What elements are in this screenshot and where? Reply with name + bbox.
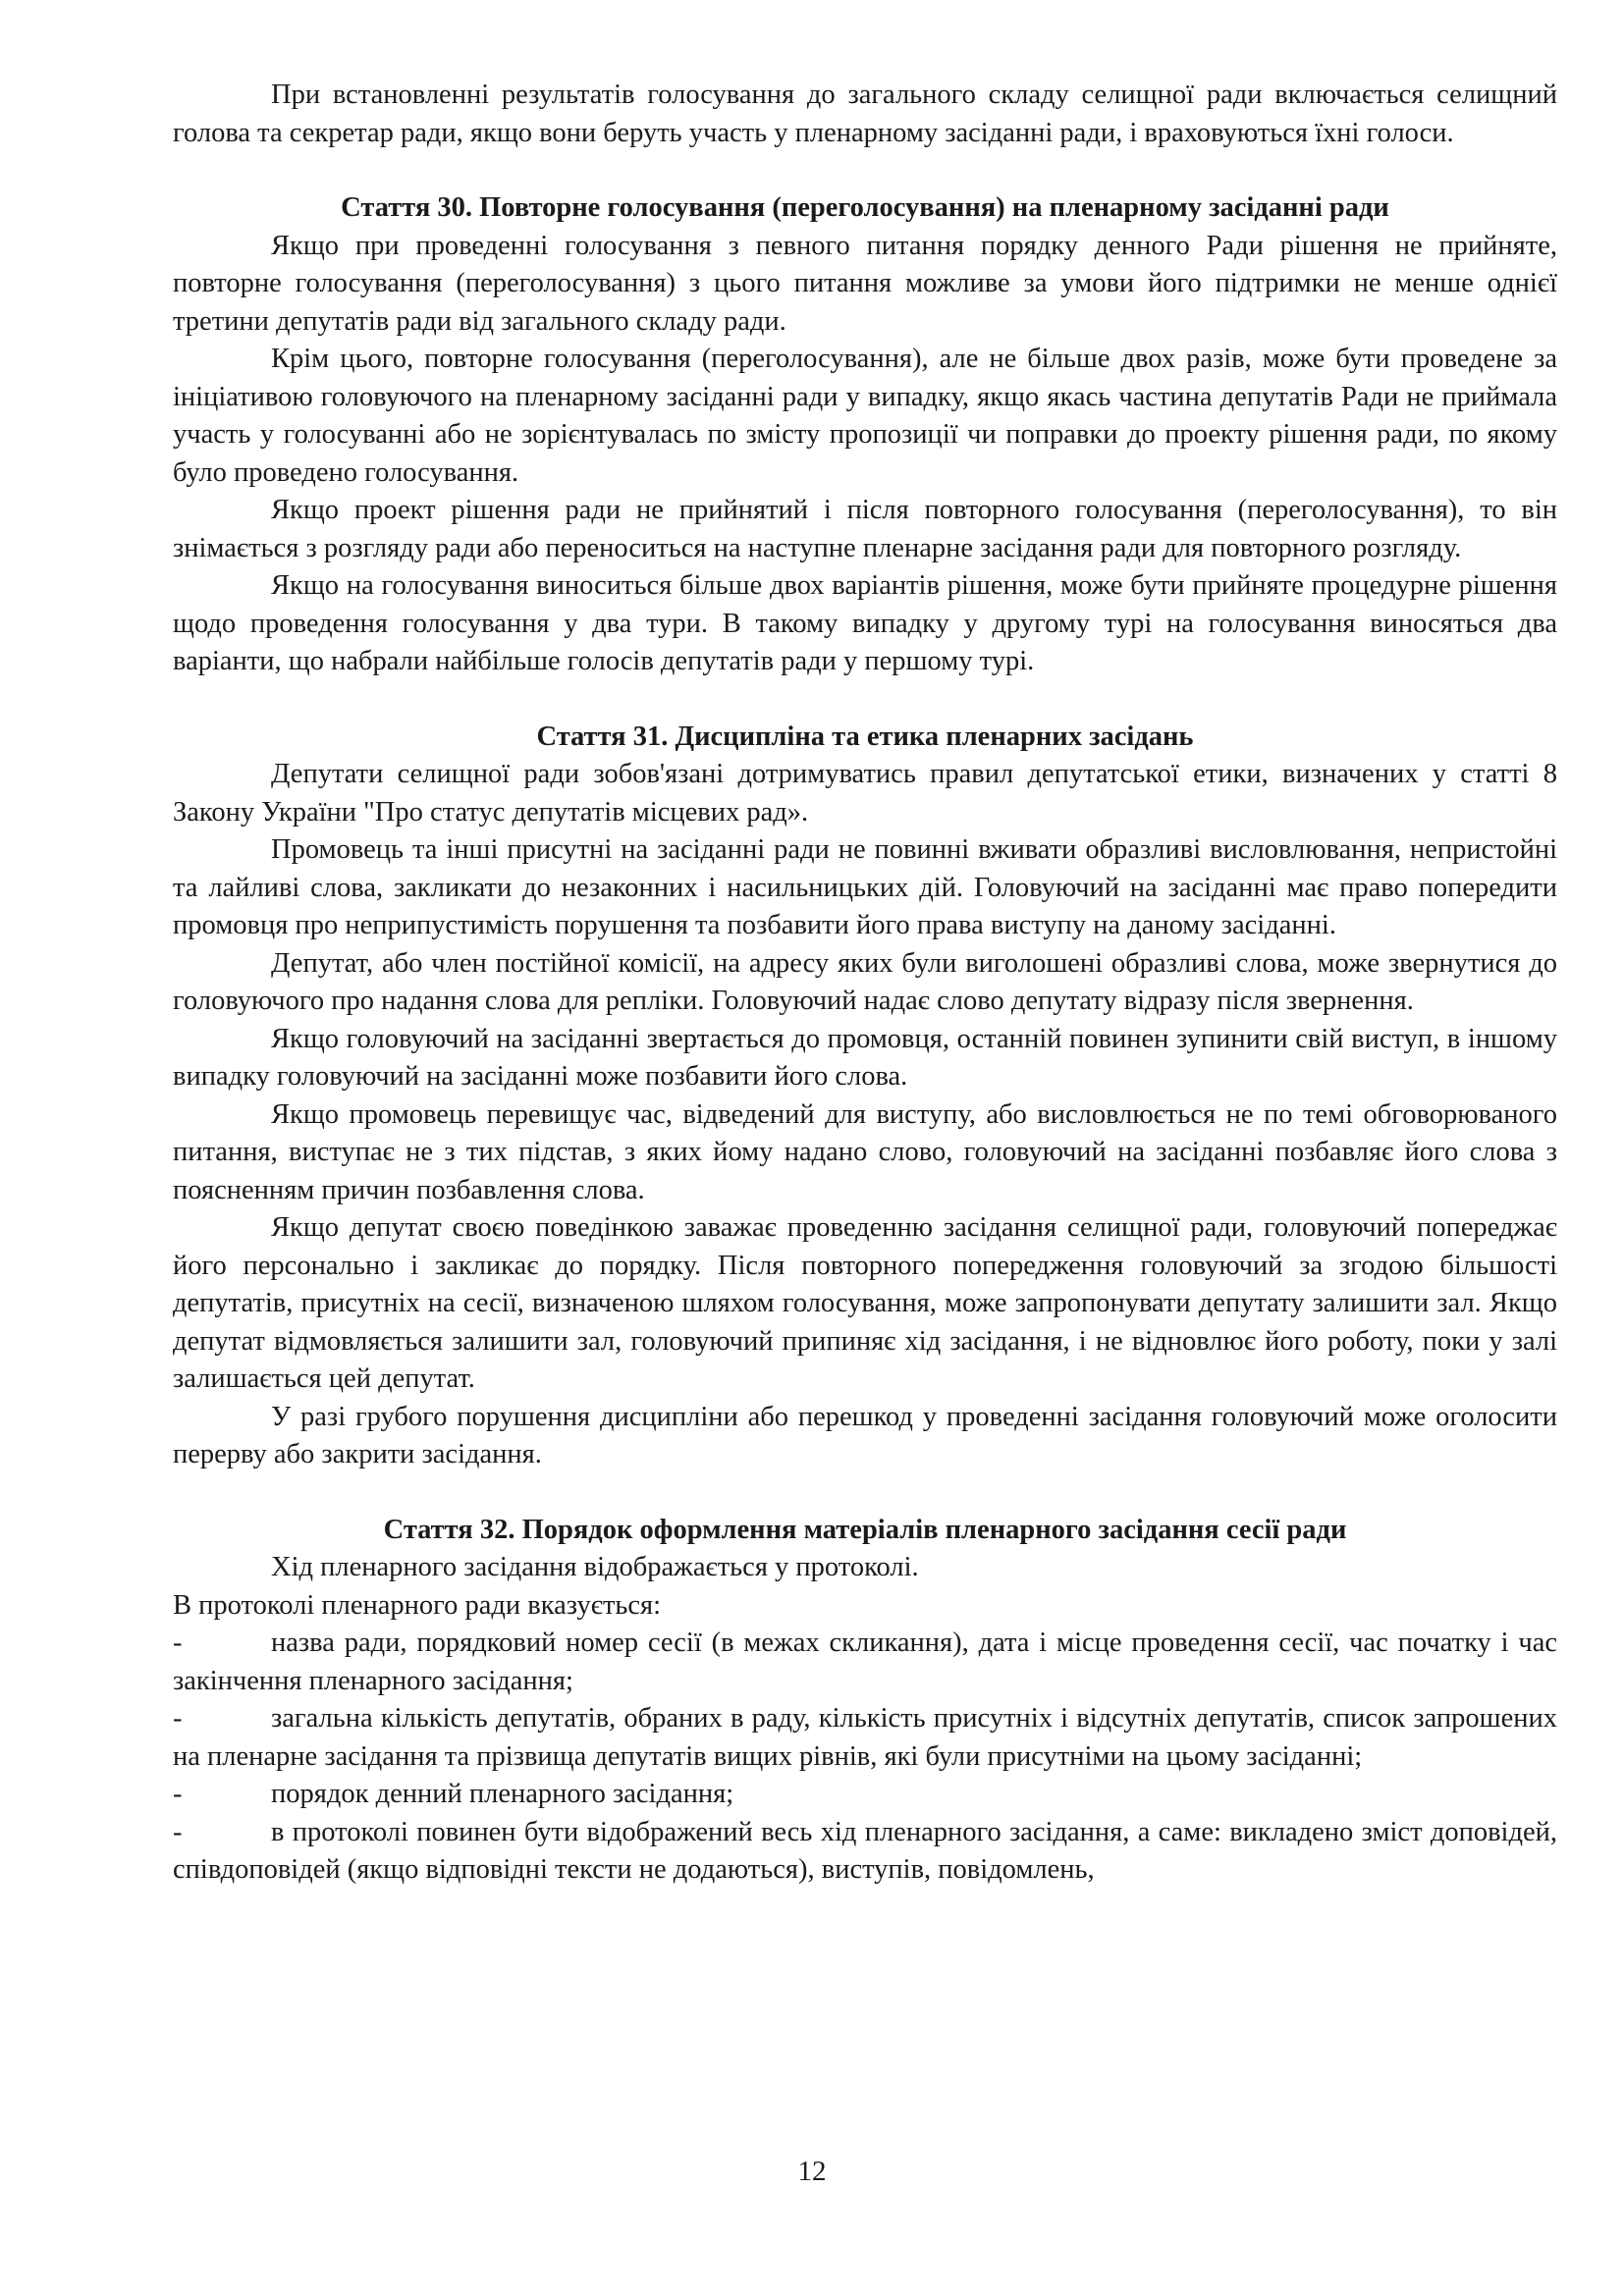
- list-item-text: назва ради, порядковий номер сесії (в межах скликання), дата і місце проведення сесії, час початку і час закінчення пленарного засідання;: [173, 1628, 1557, 1696]
- list-item-text: загальна кількість депутатів, обраних в раду, кількість присутніх і відсутніх депутатів, список запрошених на пленарне засідання та прізвища депутатів вищих рівнів, які були присутніми на цьому засіданні;: [173, 1703, 1557, 1772]
- article-32-title: Стаття 32. Порядок оформлення матеріалів пленарного засідання сесії ради: [383, 1514, 1347, 1545]
- page-number: 12: [797, 2156, 827, 2187]
- article-30-paragraph: Крім цього, повторне голосування (переголосування), але не більше двох разів, може бути проведене за ініціативою головуючого на пленарному засіданні ради у випадку, якщо якась частина депутатів Ради не приймала участь у голосуванні або не зорієнтувалась по змісту пропозиції чи поправки до проекту рішення ради, по якому було проведено голосування.: [173, 344, 1557, 488]
- list-item: [173, 1776, 1557, 1814]
- article-31-paragraph: Якщо депутат своєю поведінкою заважає проведенню засідання селищної ради, головуючий попереджає його персонально і закликає до порядку. Після повторного попередження головуючий за згодою більшості депутатів, присутніх на сесії, визначеною шляхом голосування, може запропонувати депутату залишити зал. Якщо депутат відмовляється залишити зал, головуючий припиняє хід засідання, і не відновлює його роботу, поки у залі залишається цей депутат.: [173, 1212, 1557, 1394]
- list-dash: -: [173, 1703, 183, 1734]
- article-31-paragraph: Якщо промовець перевищує час, відведений для виступу, або висловлюється не по темі обговорюваного питання, виступає не з тих підстав, з яких йому надано слово, головуючий на засіданні позбавляє його слова з поясненням причин позбавлення слова.: [173, 1098, 1557, 1205]
- list-item-text: порядок денний пленарного засідання;: [271, 1779, 734, 1809]
- list-dash: -: [173, 1628, 183, 1658]
- article-31-title: Стаття 31. Дисципліна та етика пленарних засідань: [536, 721, 1194, 752]
- list-item-text: в протоколі повинен бути відображений весь хід пленарного засідання, а саме: викладено зміст доповідей, співдоповідей (якщо відповідні тексти не додаються), виступів, повідомлень,: [173, 1816, 1557, 1885]
- list-dash: -: [173, 1816, 183, 1847]
- list-item: [173, 1814, 1557, 1890]
- article-30-title: Стаття 30. Повторне голосування (переголосування) на пленарному засіданні ради: [341, 192, 1389, 223]
- article-31-paragraph: Депутати селищної ради зобов'язані дотримуватись правил депутатської етики, визначених у статті 8 Закону України "Про статус депутатів місцевих рад».: [173, 759, 1557, 828]
- article-31-paragraph: Якщо головуючий на засіданні звертається до промовця, останній повинен зупинити свій виступ, в іншому випадку головуючий на засіданні може позбавити його слова.: [173, 1023, 1557, 1092]
- article-32-paragraph: Хід пленарного засідання відображається у протоколі.: [271, 1552, 919, 1582]
- document-page: [173, 77, 1557, 1890]
- list-item: [173, 1700, 1557, 1776]
- article-31-paragraph: Депутат, або член постійної комісії, на адресу яких були виголошені образливі слова, може звернутися до головуючого про надання слова для репліки. Головуючий надає слово депутату відразу після звернення.: [173, 947, 1557, 1016]
- article-31-paragraph: Промовець та інші присутні на засіданні ради не повинні вживати образливі висловлювання, непристойні та лайливі слова, закликати до незаконних і насильницьких дій. Головуючий на засіданні має право попередити промовця про неприпустимість порушення та позбавити його права виступу на даному засіданні.: [173, 834, 1557, 940]
- list-item: [173, 1625, 1557, 1700]
- intro-paragraph: При встановленні результатів голосування до загального складу селищної ради включається селищний голова та секретар ради, якщо вони беруть участь у пленарному засіданні ради, і враховуються їхні голоси.: [173, 80, 1557, 148]
- list-dash: -: [173, 1779, 183, 1809]
- article-32-paragraph: В протоколі пленарного ради вказується:: [173, 1589, 662, 1621]
- article-30-paragraph: Якщо на голосування виноситься більше двох варіантів рішення, може бути прийняте процедурне рішення щодо проведення голосування у два тури. В такому випадку у другому турі на голосування виносяться два варіанти, що набрали найбільше голосів депутатів ради у першому турі.: [173, 570, 1557, 676]
- article-31-paragraph: У разі грубого порушення дисципліни або перешкод у проведенні засідання головуючий може оголосити перерву або закрити засідання.: [173, 1401, 1557, 1469]
- article-30-paragraph: Якщо проект рішення ради не прийнятий і після повторного голосування (переголосування), то він знімається з розгляду ради або переноситься на наступне пленарне засідання ради для повторного розгляду.: [173, 495, 1557, 563]
- article-30-paragraph: Якщо при проведенні голосування з певного питання порядку денного Ради рішення не прийняте, повторне голосування (переголосування) з цього питання можливе за умови його підтримки не менше однієї третини депутатів ради від загального складу ради.: [173, 230, 1557, 337]
